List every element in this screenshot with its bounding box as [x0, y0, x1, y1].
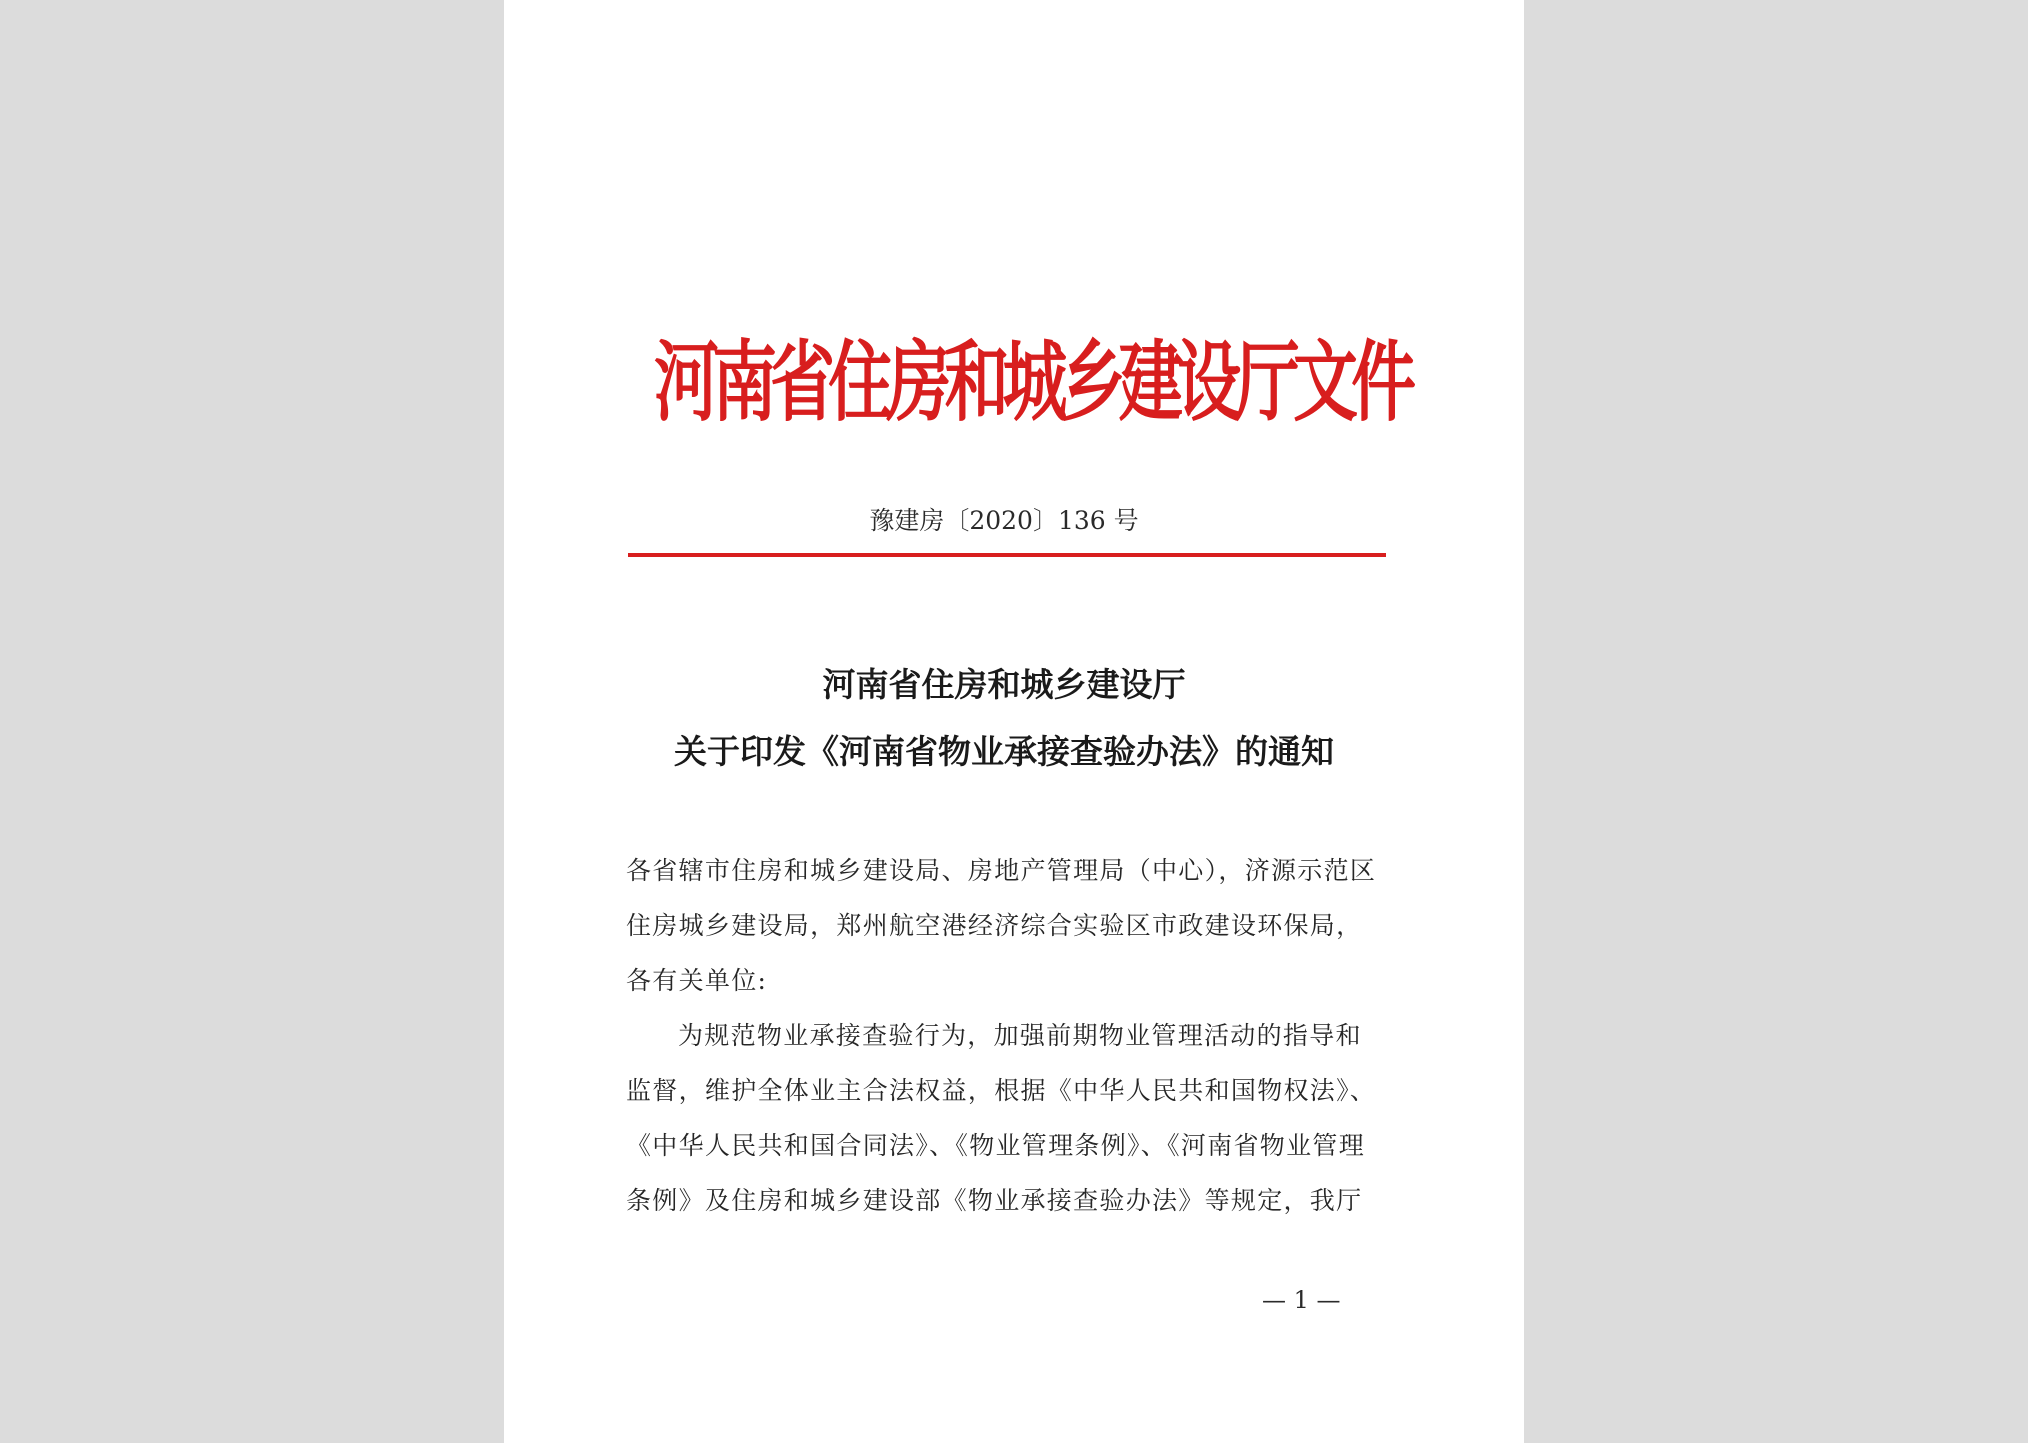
issuing-authority-header: 河南省住房和城乡建设厅文件 [654, 332, 1410, 434]
document-page [504, 0, 1524, 1443]
body-line-5: 监督，维护全体业主合法权益，根据《中华人民共和国物权法》、 [626, 1076, 1377, 1105]
body-line-4: 为规范物业承接查验行为，加强前期物业管理活动的指导和 [678, 1021, 1362, 1050]
body-line-6: 《中华人民共和国合同法》、《物业管理条例》、《河南省物业管理 [626, 1131, 1366, 1160]
page-number: — 1 — [1262, 1286, 1341, 1314]
body-line-2: 住房城乡建设局，郑州航空港经济综合实验区市政建设环保局， [626, 911, 1363, 940]
red-divider-line [628, 553, 1386, 557]
body-line-3: 各有关单位: [626, 966, 768, 995]
document-number: 豫建房〔2020〕136 号 [869, 506, 1139, 535]
notice-title-line-1: 河南省住房和城乡建设厅 [822, 665, 1186, 704]
body-line-7: 条例》及住房和城乡建设部《物业承接查验办法》等规定，我厅 [626, 1186, 1363, 1215]
notice-title-line-2: 关于印发《河南省物业承接查验办法》的通知 [674, 732, 1334, 771]
body-line-1: 各省辖市住房和城乡建设局、房地产管理局（中心），济源示范区 [626, 856, 1377, 885]
